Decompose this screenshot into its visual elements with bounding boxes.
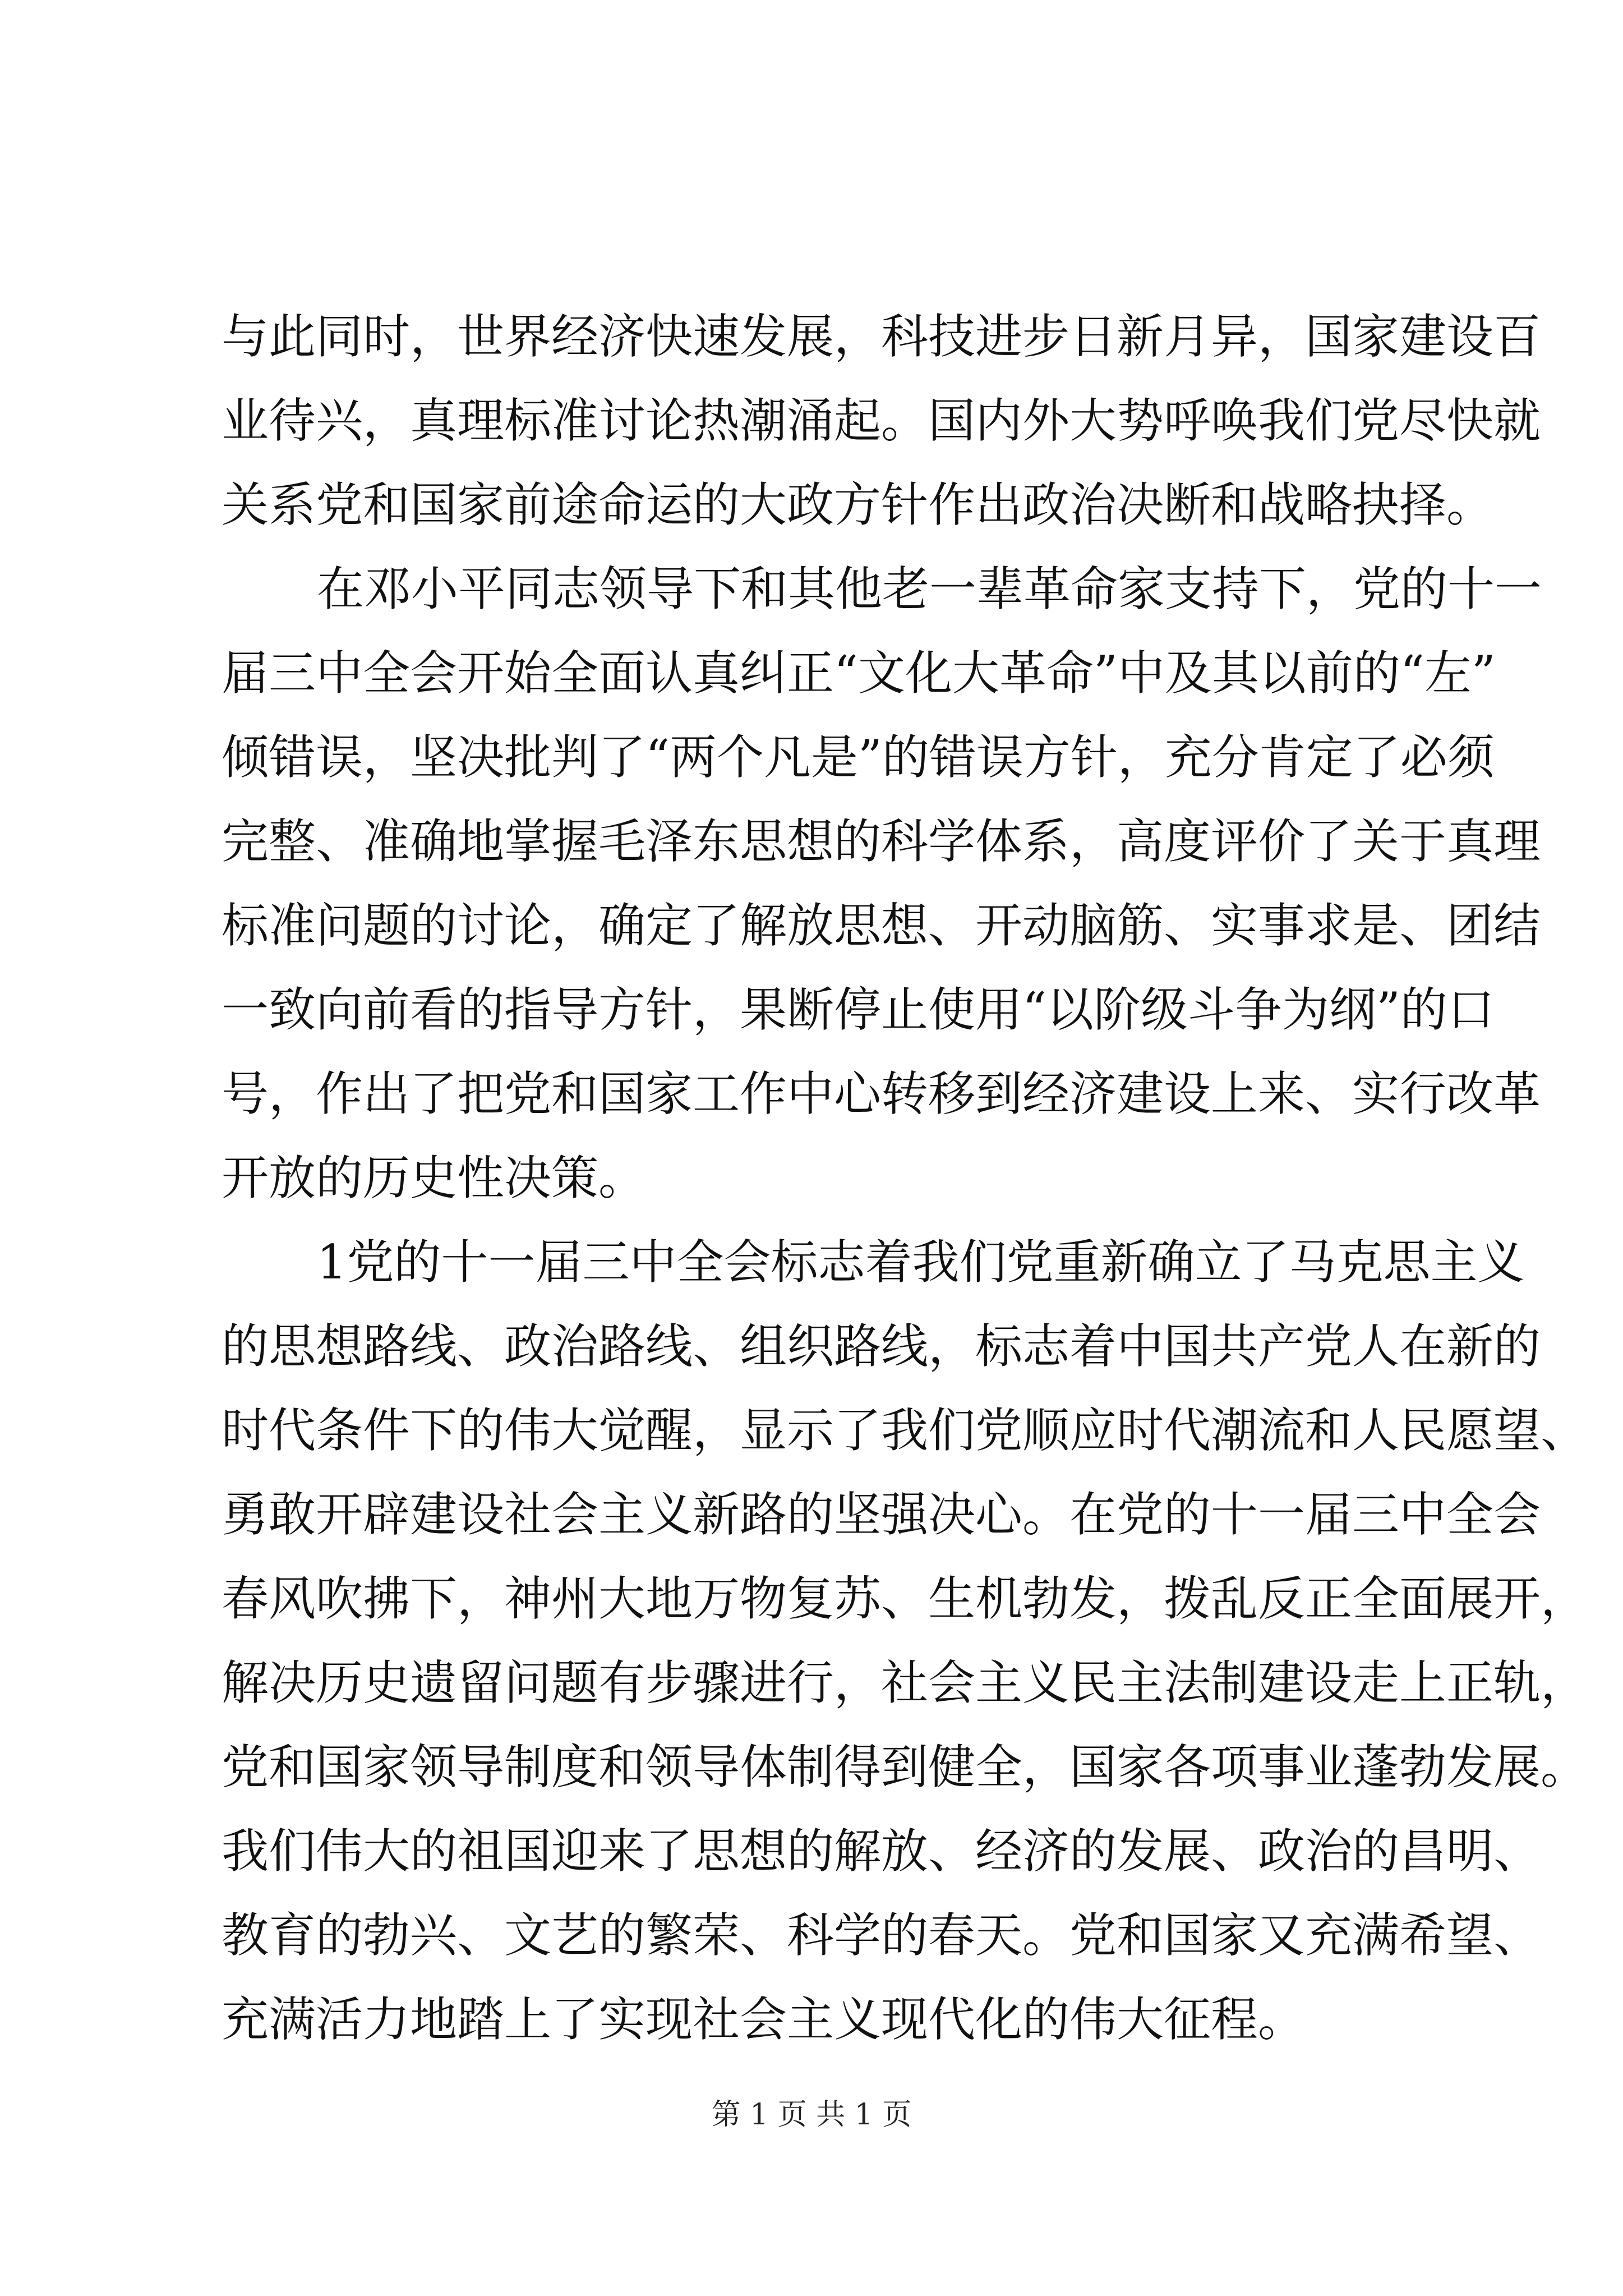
text-line: 一致向前看的指导方针，果断停止使用“以阶级斗争为纲”的口 [222,982,1495,1037]
text-line: 业待兴，真理标准讨论热潮涌起。国内外大势呼唤我们党尽快就 [222,393,1541,448]
text-line: 开放的历史性决策。 [222,1151,646,1205]
text-line: 号，作出了把党和国家工作中心转移到经济建设上来、实行改革 [222,1066,1541,1121]
text-line: 教育的勃兴、文艺的繁荣、科学的春天。党和国家又充满希望、 [222,1908,1541,1963]
text-line: 与此同时，世界经济快速发展，科技进步日新月异，国家建设百 [222,309,1541,364]
page-footer [0,2095,1623,2134]
paragraph-first-line: 在邓小平同志领导下和其他老一辈革命家支持下，党的十一 [317,562,1542,616]
text-line: 倾错误，坚决批判了“两个凡是”的错误方针，充分肯定了必须 [222,730,1495,785]
text-line: 标准问题的讨论，确定了解放思想、开动脑筋、实事求是、团结 [222,898,1541,953]
text-line: 我们伟大的祖国迎来了思想的解放、经济的发展、政治的昌明、 [222,1824,1541,1879]
text-line: 勇敢开辟建设社会主义新路的坚强决心。在党的十一届三中全会 [222,1487,1541,1542]
text-line: 党和国家领导制度和领导体制得到健全，国家各项事业蓬勃发展。 [222,1740,1588,1795]
text-line: 关系党和国家前途命运的大政方针作出政治决断和战略抉择。 [222,477,1494,532]
paragraph-first-line: 1党的十一届三中全会标志着我们党重新确立了马克思主义 [317,1235,1525,1290]
text-line: 充满活力地踏上了实现社会主义现代化的伟大征程。 [222,1992,1306,2047]
text-line: 的思想路线、政治路线、组织路线，标志着中国共产党人在新的 [222,1319,1541,1374]
text-line: 春风吹拂下，神州大地万物复苏、生机勃发，拨乱反正全面展开， [222,1571,1588,1626]
text-line: 届三中全会开始全面认真纠正“文化大革命”中及其以前的“左” [222,646,1496,701]
text-line: 解决历史遗留问题有步骤进行，社会主义民主法制建设走上正轨， [222,1655,1588,1710]
document-body [222,295,1588,2062]
text-line: 时代条件下的伟大觉醒，显示了我们党顺应时代潮流和人民愿望、 [222,1403,1588,1458]
text-line: 完整、准确地掌握毛泽东思想的科学体系，高度评价了关于真理 [222,814,1541,869]
page-number: 第 1 页 共 1 页 [711,2098,912,2132]
